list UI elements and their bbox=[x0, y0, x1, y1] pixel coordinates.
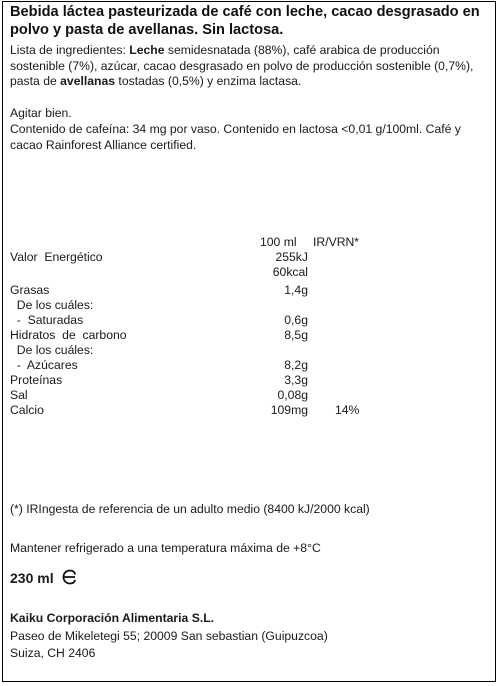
nutrient-value: 0,6g bbox=[284, 313, 308, 327]
storage-instruction: Mantener refrigerado a una temperatura máxima de +8°C bbox=[10, 541, 321, 555]
company-city: Suiza, CH 2406 bbox=[10, 646, 96, 660]
estimated-sign-icon bbox=[59, 567, 79, 587]
nutrition-header-per100: 100 ml bbox=[260, 235, 297, 249]
nutrient-value: 3,3g bbox=[284, 373, 308, 387]
ingredients-intro: Lista de ingredientes: bbox=[10, 43, 130, 57]
nutrient-ir: 14% bbox=[335, 403, 360, 417]
nutrient-value: 109mg bbox=[270, 403, 308, 417]
ingredients-list bbox=[10, 43, 494, 90]
volume: 230 ml bbox=[10, 570, 54, 586]
nutrient-label: Proteínas bbox=[10, 373, 63, 387]
footnote: (*) IRIngesta de referencia de un adulto medio (8400 kJ/2000 kcal) bbox=[10, 502, 370, 516]
company-name: Kaiku Corporación Alimentaria S.L. bbox=[10, 611, 215, 625]
nutrition-header-ir: IR/VRN* bbox=[313, 235, 360, 249]
nutrient-label: De los cuáles: bbox=[10, 343, 94, 357]
company-address: Paseo de Mikeletegi 55; 20009 San sebastian (Guipuzcoa) bbox=[10, 629, 328, 643]
nutrient-value: 0,08g bbox=[277, 388, 308, 402]
ingredients-mid: semidesnatada (88%), café arabica de producción sostenible (7%), azúcar, cacao desgrasado en polvo de producción sostenible (0,7%), pasta de bbox=[10, 43, 474, 89]
nutrient-value: 60kcal bbox=[272, 265, 308, 279]
content-info: Contenido de cafeína: 34 mg por vaso. Contenido en lactosa <0,01 g/100ml. Café y cacao Rainforest Alliance certified. bbox=[10, 122, 461, 152]
nutrient-value: 8,2g bbox=[284, 358, 308, 372]
nutrient-label: - Azúcares bbox=[10, 358, 78, 372]
ingredient-hazelnuts: avellanas bbox=[60, 74, 116, 89]
nutrient-value: 255kJ bbox=[275, 250, 308, 264]
shake-instruction: Agitar bien. bbox=[10, 106, 72, 120]
nutrient-value: 1,4g bbox=[284, 283, 308, 297]
nutrient-label: - Saturadas bbox=[10, 313, 84, 327]
ingredients-end: tostadas (0,5%) y enzima lactasa. bbox=[115, 74, 302, 89]
nutrient-label: Hidratos de carbono bbox=[10, 328, 127, 342]
label-panel bbox=[2, 1, 496, 682]
nutrient-value: 8,5g bbox=[284, 328, 308, 342]
nutrient-label: Valor Energético bbox=[10, 250, 103, 264]
nutrient-label: De los cuáles: bbox=[10, 298, 94, 312]
nutrient-label: Grasas bbox=[10, 283, 50, 297]
nutrient-label: Calcio bbox=[10, 403, 44, 417]
product-title: Bebida láctea pasteurizada de café con leche, cacao desgrasado en polvo y pasta de avellanas. Sin lactosa. bbox=[10, 4, 480, 38]
ingredient-milk: Leche bbox=[129, 43, 165, 57]
nutrient-label: Sal bbox=[10, 388, 28, 402]
